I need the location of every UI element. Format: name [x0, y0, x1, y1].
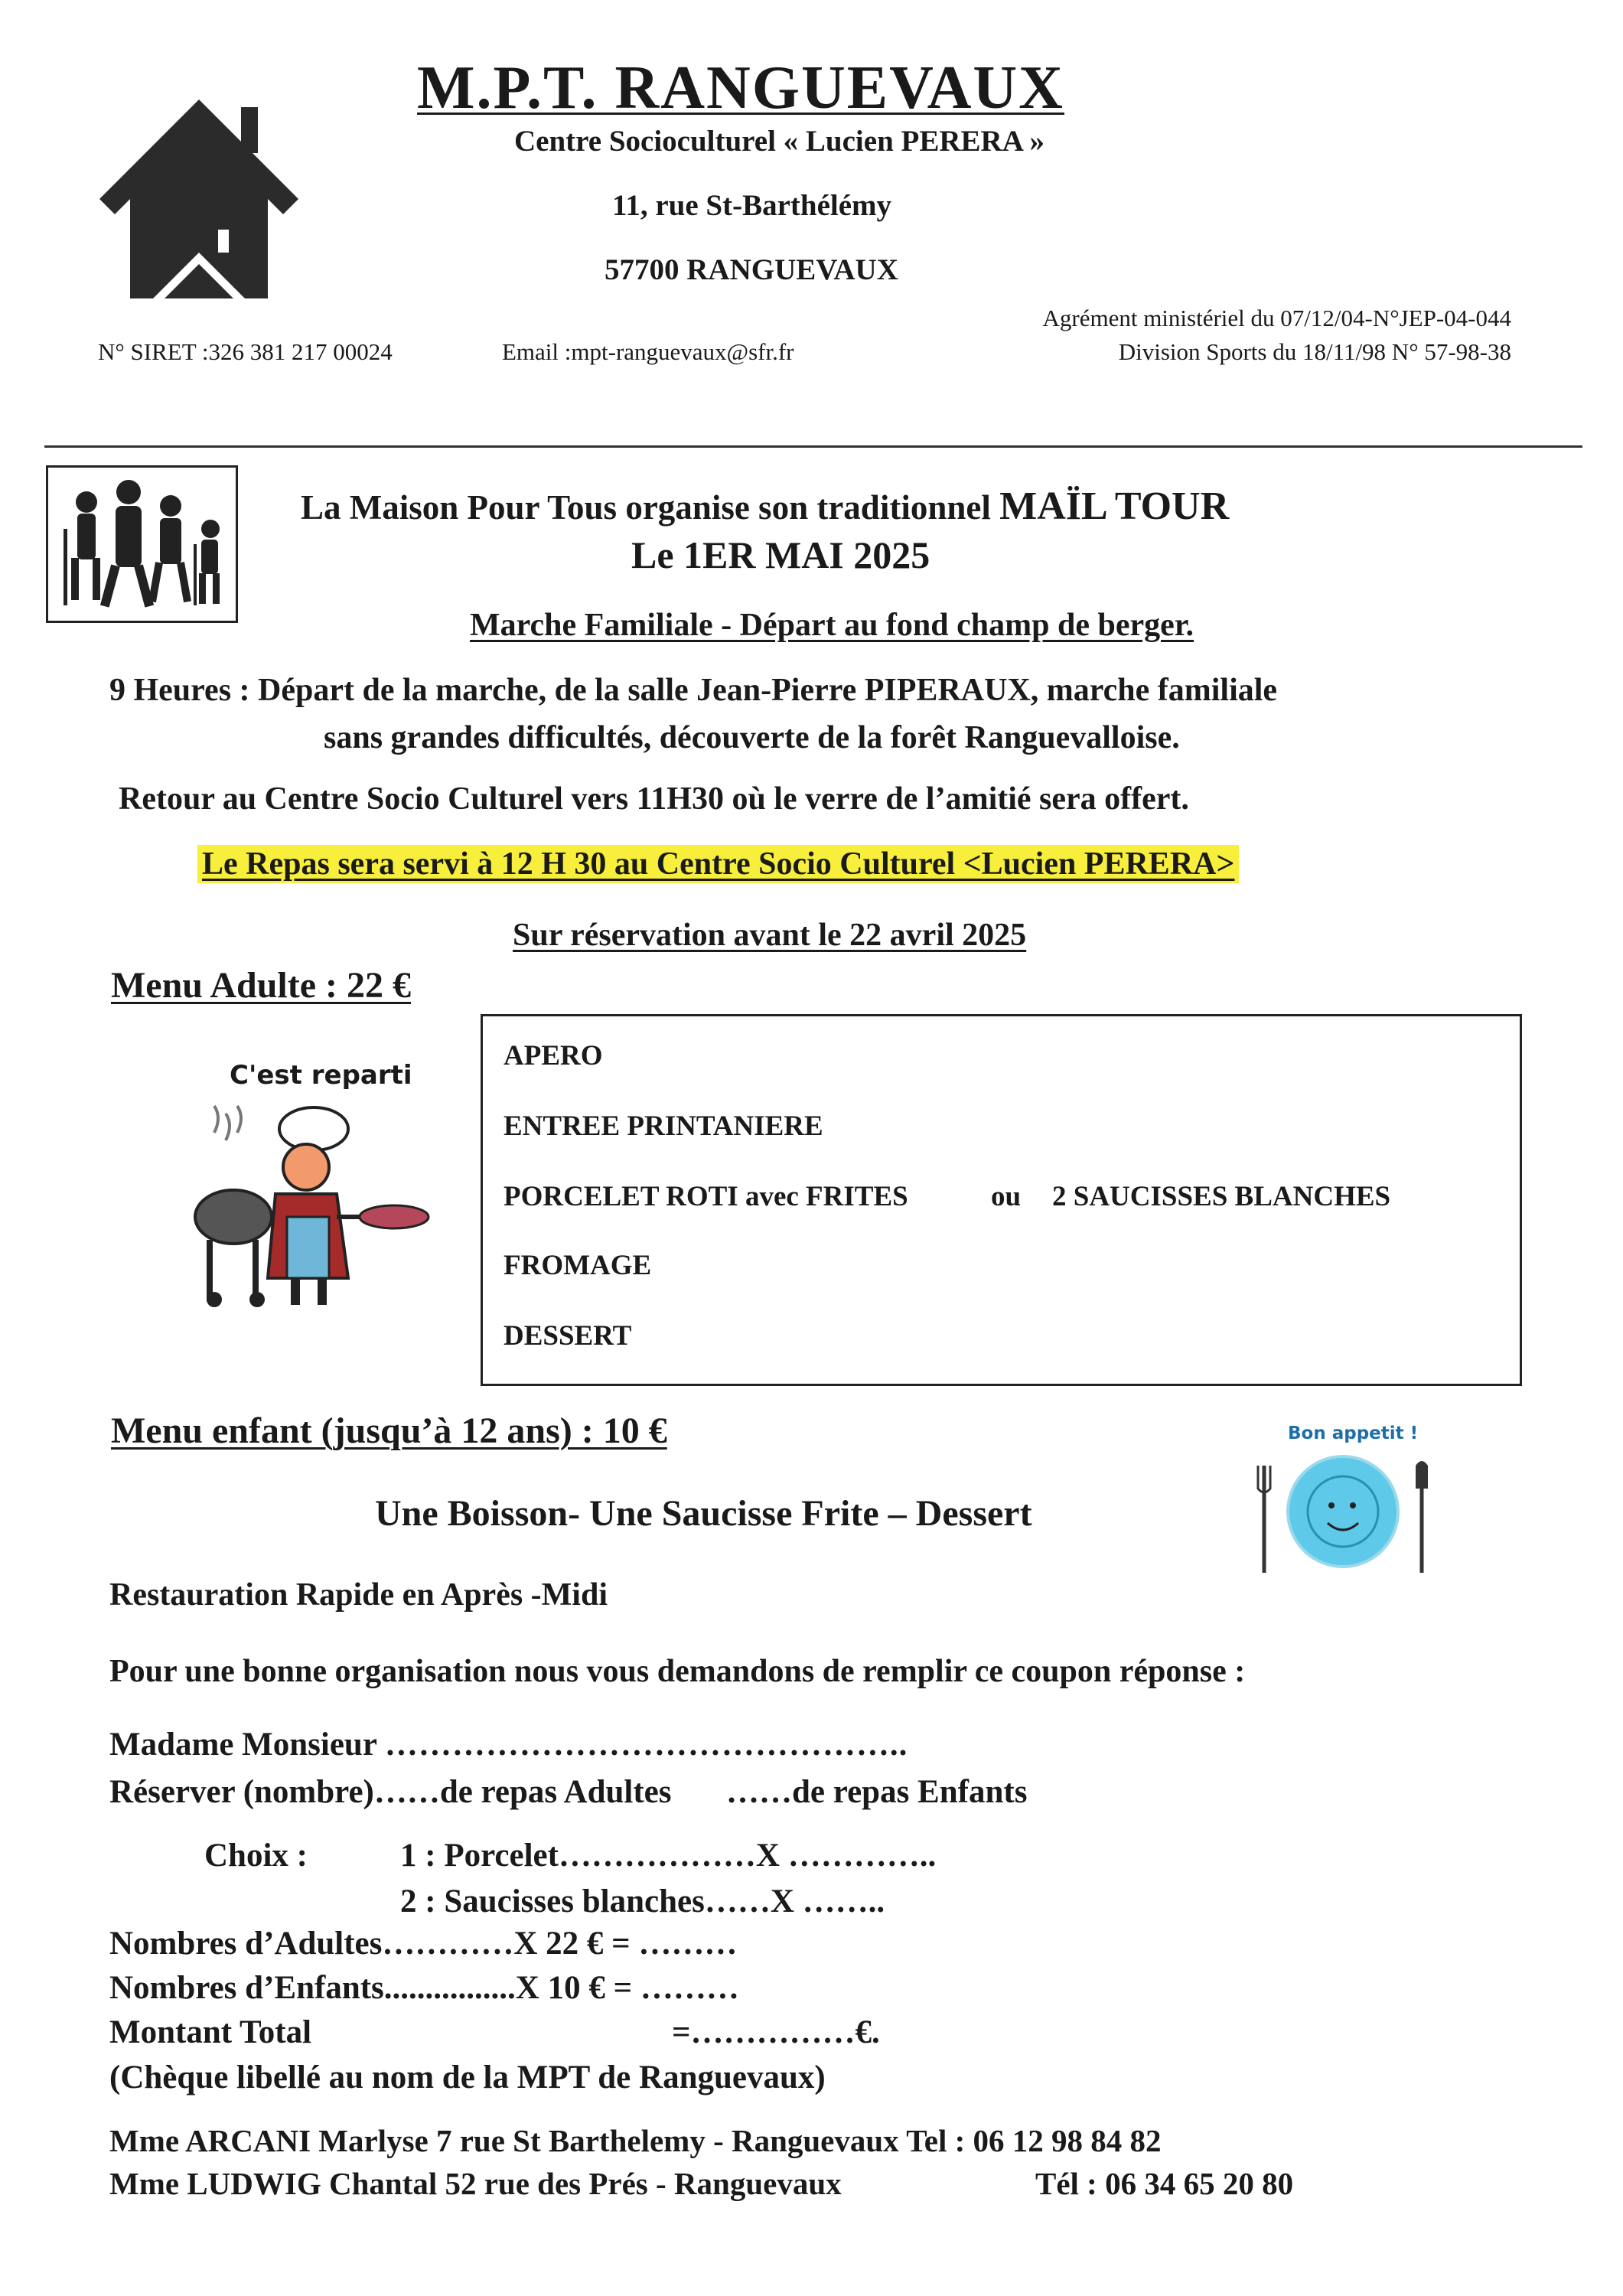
program-line-1: 9 Heures : Départ de la marche, de la salle Jean-Pierre PIPERAUX, marche familiale [109, 673, 1278, 708]
org-subtitle: Centre Socioculturel « Lucien PERERA » [514, 125, 1045, 158]
plate-icon [1255, 1450, 1431, 1577]
child-menu-heading: Menu enfant (jusqu’à 12 ans) : 10 € [111, 1411, 667, 1451]
chef-caption: C'est reparti [230, 1060, 412, 1091]
total-value[interactable]: =……………€. [672, 2014, 880, 2050]
children-count-line[interactable]: Nombres d’Enfants................X 10 € = ……… [109, 1970, 739, 2006]
name-label: Madame Monsieur [109, 1727, 377, 1763]
adults-count-line[interactable]: Nombres d’Adultes…………X 22 € = ……… [109, 1926, 738, 1962]
program-line-2: sans grandes difficultés, découverte de la forêt Ranguevalloise. [324, 720, 1180, 755]
chef-image [184, 1102, 444, 1309]
return-line: Retour au Centre Socio Culturel vers 11H30 où le verre de l’amitié sera offert. [119, 781, 1189, 817]
plate-image [1255, 1450, 1431, 1577]
walkers-image [46, 465, 238, 623]
coupon-intro: Pour une bonne organisation nous vous demandons de remplir ce coupon réponse : [109, 1654, 1246, 1689]
reserve-children[interactable]: ……de repas Enfants [726, 1774, 1028, 1810]
reserve-line [109, 1773, 1027, 1811]
bon-appetit-caption: Bon appetit ! [1288, 1424, 1419, 1443]
menu-item-porcelet: PORCELET ROTI avec FRITES [504, 1181, 908, 1212]
contact-ludwig-phone: Tél : 06 34 65 20 80 [1035, 2166, 1294, 2201]
child-menu-content: Une Boisson- Une Saucisse Frite – Dessert [375, 1493, 1032, 1534]
contact-ludwig: Mme LUDWIG Chantal 52 rue des Prés - Ranguevaux [109, 2166, 842, 2201]
meal-line [197, 846, 1239, 882]
event-intro [301, 484, 1229, 529]
org-street: 11, rue St-Barthélémy [612, 189, 892, 222]
menu-item-or: ou [991, 1181, 1022, 1212]
intro-text: La Maison Pour Tous organise son traditionnel [301, 488, 991, 527]
barbecue-chef-icon [184, 1102, 444, 1309]
choix-porcelet[interactable]: 1 : Porcelet………………X ………….. [400, 1838, 937, 1874]
reservation-deadline: Sur réservation avant le 22 avril 2025 [513, 918, 1027, 953]
name-field[interactable]: ……………………………………….. [384, 1727, 908, 1763]
choix-saucisses[interactable]: 2 : Saucisses blanches……X …….. [400, 1883, 885, 1919]
agrement: Agrément ministériel du 07/12/04-N°JEP-04-044 [1042, 305, 1511, 331]
name-line [109, 1726, 908, 1763]
house-logo [99, 92, 298, 298]
reserve-adults[interactable]: Réserver (nombre)……de repas Adultes [109, 1774, 672, 1810]
menu-item-dessert: DESSERT [504, 1320, 632, 1352]
total-label: Montant Total [109, 2014, 312, 2050]
event-date: Le 1ER MAI 2025 [631, 533, 930, 576]
menu-item-saucisses: 2 SAUCISSES BLANCHES [1052, 1181, 1391, 1212]
meal-highlight: Le Repas sera servi à 12 H 30 au Centre Socio Culturel <Lucien PERERA> [197, 845, 1239, 883]
contact-arcani: Mme ARCANI Marlyse 7 rue St Barthelemy - Ranguevaux Tel : 06 12 98 84 82 [109, 2123, 1162, 2158]
menu-item-entree: ENTREE PRINTANIERE [504, 1110, 823, 1142]
siret: N° SIRET :326 381 217 00024 [98, 338, 393, 365]
header-divider [44, 445, 1582, 448]
hikers-icon [48, 468, 236, 621]
event-name: MAÏL TOUR [999, 484, 1230, 528]
org-title: M.P.T. RANGUEVAUX [417, 54, 1064, 122]
cheque-note: (Chèque libellé au nom de la MPT de Ranguevaux) [109, 2060, 826, 2095]
menu-item-apero: APERO [504, 1040, 603, 1071]
adult-menu-heading: Menu Adulte : 22 € [111, 965, 412, 1006]
menu-item-fromage: FROMAGE [504, 1250, 652, 1281]
choix-label: Choix : [204, 1838, 308, 1874]
org-city: 57700 RANGUEVAUX [605, 253, 898, 286]
marche-heading: Marche Familiale - Départ au fond champ de berger. [470, 608, 1194, 643]
email: Email :mpt-ranguevaux@sfr.fr [502, 338, 794, 365]
house-icon [99, 92, 298, 298]
division: Division Sports du 18/11/98 N° 57-98-38 [1118, 338, 1511, 365]
rapid-restauration: Restauration Rapide en Après -Midi [109, 1577, 608, 1613]
